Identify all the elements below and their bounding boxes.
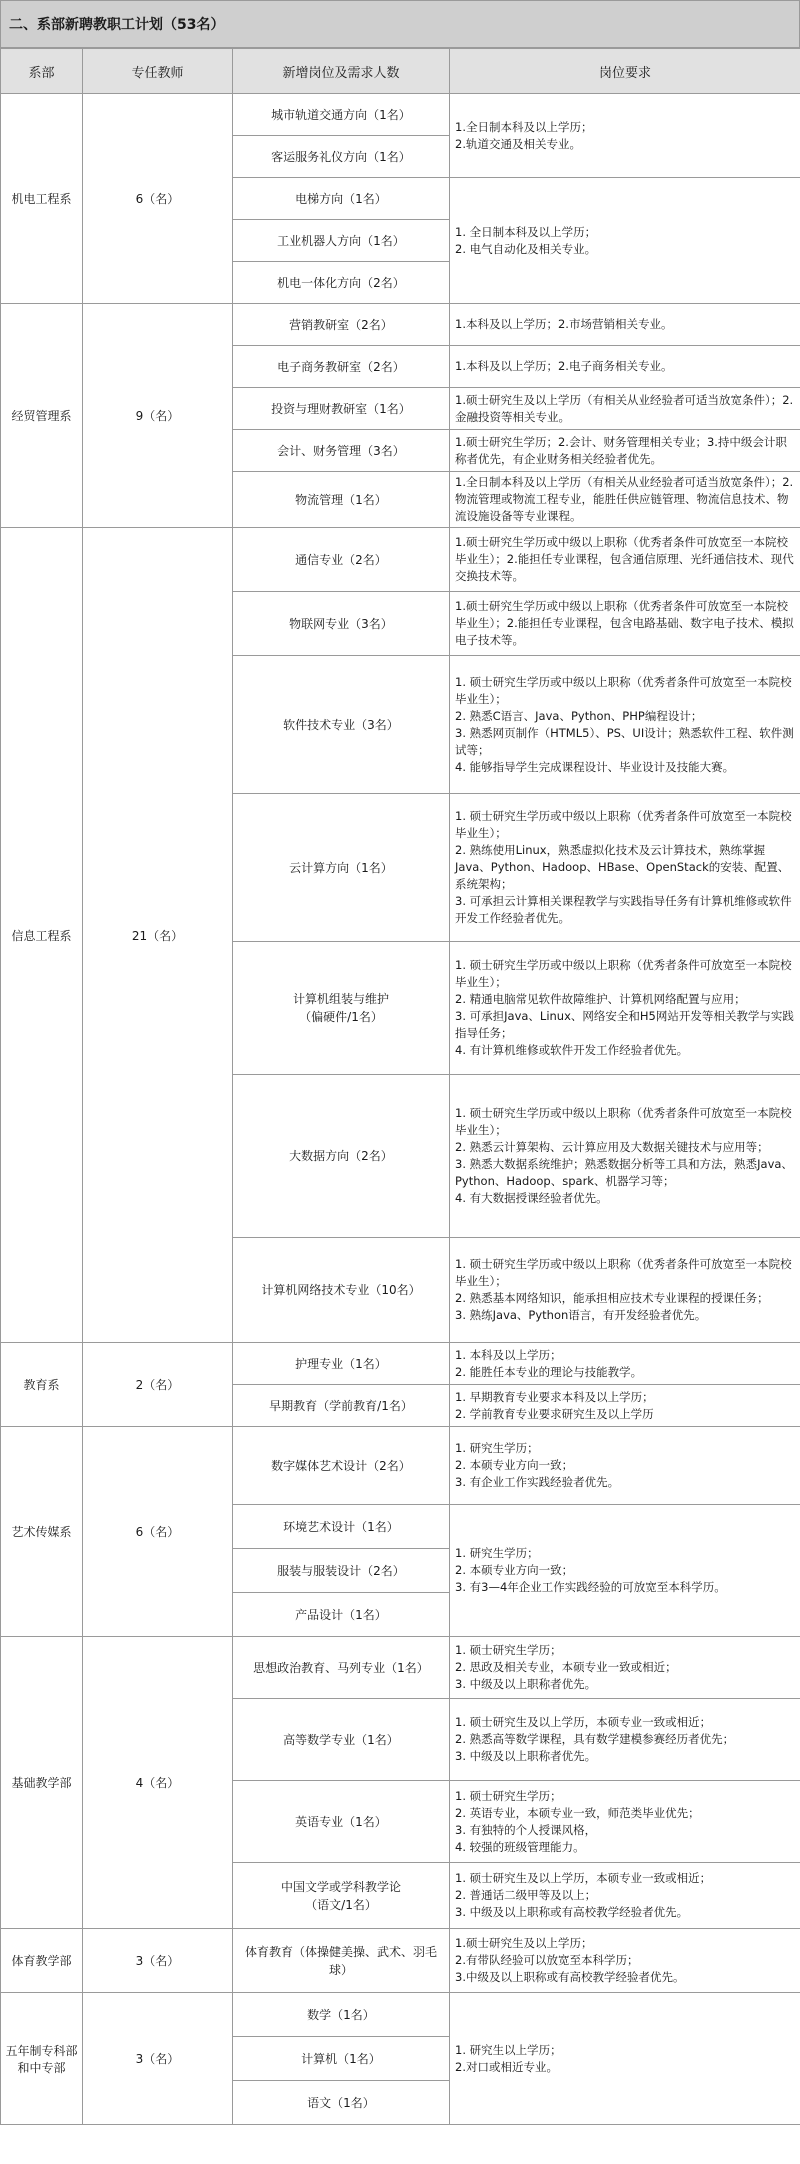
position-name: 英语专业（1名） [233,1781,450,1863]
position-requirements: 1. 硕士研究生及以上学历，本硕专业一致或相近； 2. 普通话二级甲等及以上； 3. 中级及以上职称或有高校教学经验者优先。 [450,1863,800,1929]
header-position: 新增岗位及需求人数 [233,49,450,94]
position-requirements: 1.本科及以上学历；2.电子商务相关专业。 [450,346,800,388]
position-requirements: 1. 硕士研究生学历或中级以上职称（优秀者条件可放宽至一本院校毕业生）； 2. 精通电脑常见软件故障维护、计算机网络配置与应用； 3. 可承担Java、Linux、网络安全和H5网站开发等相关教学与实践指导任务； 4. 有计算机维修或软件开发工作经验者优先。 [450,942,800,1075]
dept-name: 基础教学部 [1,1637,83,1929]
header-dept: 系部 [1,49,83,94]
table-row [1,1427,800,1505]
position-requirements: 1.硕士研究生学历或中级以上职称（优秀者条件可放宽至一本院校毕业生）；2.能担任专业课程，包含通信原理、光纤通信技术、现代交换技术等。 [450,528,800,592]
table-row [1,94,800,136]
recruitment-table [0,48,800,2125]
position-name: 中国文学或学科教学论 （语文/1名） [233,1863,450,1929]
teacher-count: 21（名） [83,528,233,1343]
position-name: 计算机组装与维护 （偏硬件/1名） [233,942,450,1075]
position-requirements: 1. 研究生以上学历； 2.对口或相近专业。 [450,1993,800,2125]
position-name: 计算机（1名） [233,2037,450,2081]
position-name: 语文（1名） [233,2081,450,2125]
position-requirements: 1. 硕士研究生学历或中级以上职称（优秀者条件可放宽至一本院校毕业生）； 2. 熟悉基本网络知识，能承担相应技术专业课程的授课任务； 3. 熟练Java、Python语言，有开发经验者优先。 [450,1238,800,1343]
table-row [1,1993,800,2037]
position-name: 服装与服装设计（2名） [233,1549,450,1593]
teacher-count: 9（名） [83,304,233,528]
position-requirements: 1. 硕士研究生学历； 2. 英语专业，本硕专业一致，师范类毕业优先； 3. 有独特的个人授课风格， 4. 较强的班级管理能力。 [450,1781,800,1863]
table-body [1,94,800,2125]
table-row [1,304,800,346]
position-requirements: 1. 研究生学历； 2. 本硕专业方向一致； 3. 有3—4年企业工作实践经验的可放宽至本科学历。 [450,1505,800,1637]
position-requirements: 1. 硕士研究生学历或中级以上职称（优秀者条件可放宽至一本院校毕业生）； 2. 熟悉云计算架构、云计算应用及大数据关键技术与应用等； 3. 熟悉大数据系统维护；熟悉数据分析等工具和方法，熟悉Java、Python、Hadoop、spark、机器学习等； 4. 有大数据授课经验者优先。 [450,1075,800,1238]
position-requirements: 1. 早期教育专业要求本科及以上学历； 2. 学前教育专业要求研究生及以上学历 [450,1385,800,1427]
position-name: 电子商务教研室（2名） [233,346,450,388]
table-row [1,1637,800,1699]
dept-name: 机电工程系 [1,94,83,304]
position-name: 会计、财务管理（3名） [233,430,450,472]
table-row [1,528,800,592]
position-requirements: 1. 本科及以上学历； 2. 能胜任本专业的理论与技能教学。 [450,1343,800,1385]
teacher-count: 3（名） [83,1929,233,1993]
teacher-count: 6（名） [83,1427,233,1637]
position-name: 产品设计（1名） [233,1593,450,1637]
position-name: 早期教育（学前教育/1名） [233,1385,450,1427]
position-requirements: 1. 硕士研究生学历； 2. 思政及相关专业，本硕专业一致或相近； 3. 中级及以上职称者优先。 [450,1637,800,1699]
position-requirements: 1.硕士研究生学历；2.会计、财务管理相关专业；3.持中级会计职称者优先，有企业财务相关经验者优先。 [450,430,800,472]
dept-name: 体育教学部 [1,1929,83,1993]
position-name: 高等数学专业（1名） [233,1699,450,1781]
position-name: 工业机器人方向（1名） [233,220,450,262]
position-name: 环境艺术设计（1名） [233,1505,450,1549]
table-header-row [1,49,800,94]
position-name: 机电一体化方向（2名） [233,262,450,304]
table-row [1,1929,800,1993]
plan-title: 二、系部新聘教职工计划（53名） [0,0,800,48]
position-name: 通信专业（2名） [233,528,450,592]
dept-name: 教育系 [1,1343,83,1427]
teacher-count: 4（名） [83,1637,233,1929]
header-teachers: 专任教师 [83,49,233,94]
position-name: 电梯方向（1名） [233,178,450,220]
position-name: 思想政治教育、马列专业（1名） [233,1637,450,1699]
position-name: 物流管理（1名） [233,472,450,528]
teacher-count: 2（名） [83,1343,233,1427]
position-name: 护理专业（1名） [233,1343,450,1385]
position-requirements: 1. 硕士研究生及以上学历，本硕专业一致或相近； 2. 熟悉高等数学课程，具有数学建模参赛经历者优先； 3. 中级及以上职称者优先。 [450,1699,800,1781]
position-name: 计算机网络技术专业（10名） [233,1238,450,1343]
position-name: 大数据方向（2名） [233,1075,450,1238]
position-name: 城市轨道交通方向（1名） [233,94,450,136]
position-requirements: 1.硕士研究生及以上学历（有相关从业经验者可适当放宽条件）；2.金融投资等相关专业。 [450,388,800,430]
table-row [1,1343,800,1385]
position-name: 客运服务礼仪方向（1名） [233,136,450,178]
position-requirements: 1.本科及以上学历；2.市场营销相关专业。 [450,304,800,346]
teacher-count: 6（名） [83,94,233,304]
position-name: 云计算方向（1名） [233,794,450,942]
position-name: 投资与理财教研室（1名） [233,388,450,430]
position-requirements: 1.硕士研究生学历或中级以上职称（优秀者条件可放宽至一本院校毕业生）；2.能担任专业课程，包含电路基础、数字电子技术、模拟电子技术等。 [450,592,800,656]
position-name: 软件技术专业（3名） [233,656,450,794]
position-name: 数字媒体艺术设计（2名） [233,1427,450,1505]
position-requirements: 1. 硕士研究生学历或中级以上职称（优秀者条件可放宽至一本院校毕业生）； 2. 熟练使用Linux，熟悉虚拟化技术及云计算技术，熟练掌握Java、Python、Hadoop、HBase、OpenStack的安装、配置、系统架构； 3. 可承担云计算相关课程教学与实践指导任务有计算机维修或软件开发工作经验者优先。 [450,794,800,942]
teacher-count: 3（名） [83,1993,233,2125]
position-name: 体育教育（体操健美操、武术、羽毛球） [233,1929,450,1993]
dept-name: 五年制专科部和中专部 [1,1993,83,2125]
position-name: 营销教研室（2名） [233,304,450,346]
position-name: 数学（1名） [233,1993,450,2037]
dept-name: 信息工程系 [1,528,83,1343]
dept-name: 经贸管理系 [1,304,83,528]
dept-name: 艺术传媒系 [1,1427,83,1637]
position-requirements: 1. 全日制本科及以上学历； 2. 电气自动化及相关专业。 [450,178,800,304]
position-name: 物联网专业（3名） [233,592,450,656]
position-requirements: 1. 研究生学历； 2. 本硕专业方向一致； 3. 有企业工作实践经验者优先。 [450,1427,800,1505]
position-requirements: 1.硕士研究生及以上学历； 2.有带队经验可以放宽至本科学历； 3.中级及以上职称或有高校教学经验者优先。 [450,1929,800,1993]
position-requirements: 1.全日制本科及以上学历（有相关从业经验者可适当放宽条件）；2.物流管理或物流工程专业，能胜任供应链管理、物流信息技术、物流设施设备等专业课程。 [450,472,800,528]
header-requirements: 岗位要求 [450,49,800,94]
position-requirements: 1. 硕士研究生学历或中级以上职称（优秀者条件可放宽至一本院校毕业生）； 2. 熟悉C语言、Java、Python、PHP编程设计； 3. 熟悉网页制作（HTML5）、PS、UI设计；熟悉软件工程、软件测试等； 4. 能够指导学生完成课程设计、毕业设计及技能大赛。 [450,656,800,794]
position-requirements: 1.全日制本科及以上学历； 2.轨道交通及相关专业。 [450,94,800,178]
